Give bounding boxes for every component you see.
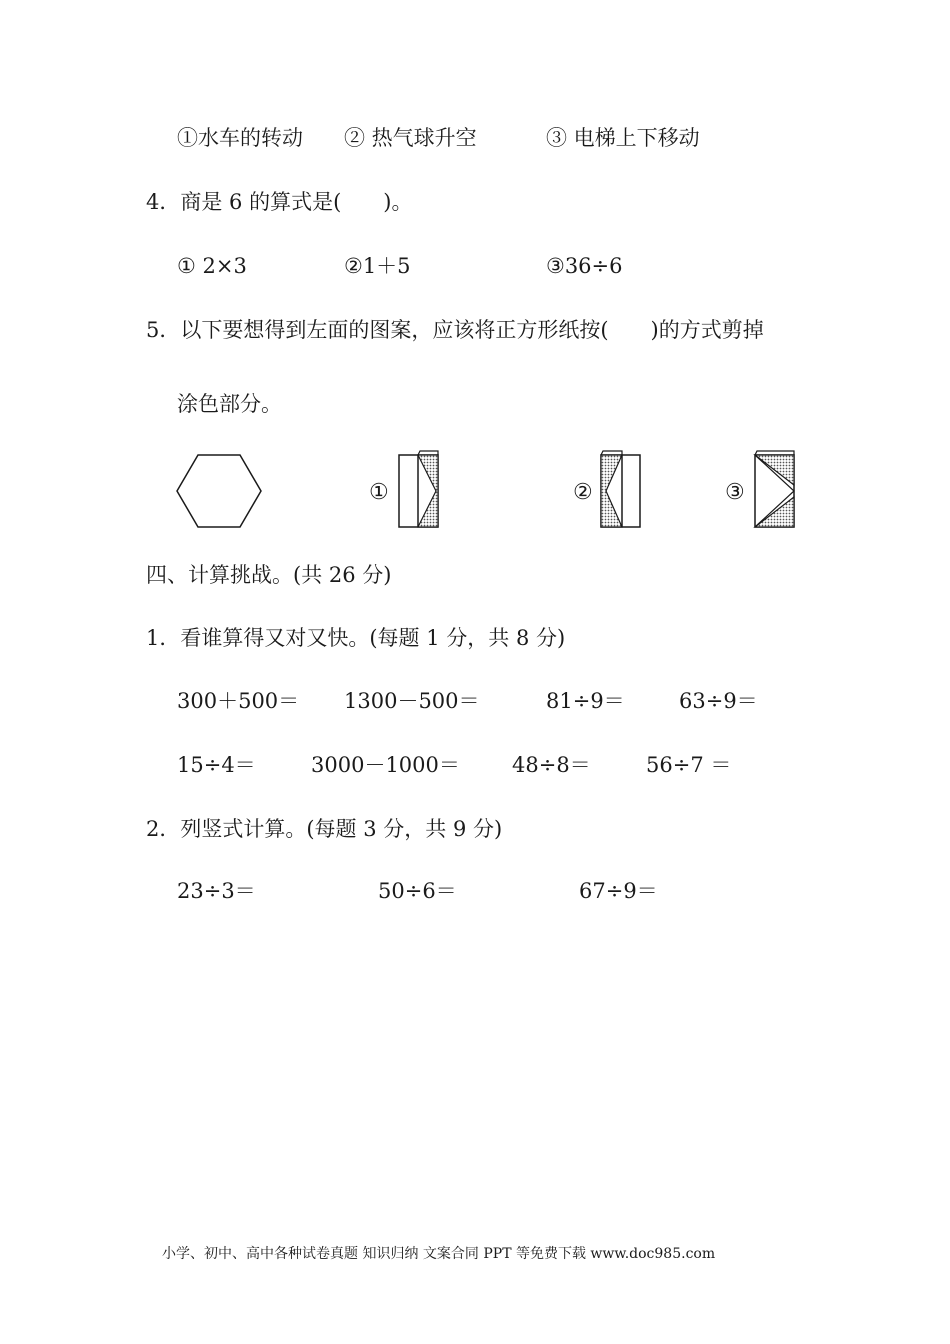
q3-option-3: ③ 电梯上下移动 — [546, 126, 700, 150]
hexagon-figure — [174, 451, 264, 531]
q5-stem-line2: 涂色部分。 — [177, 392, 282, 416]
q5-label-3: ③ — [725, 480, 745, 505]
calc-item: 56÷7 ＝ — [646, 753, 732, 777]
folded-paper-option-2 — [598, 449, 646, 531]
calc-item: 1300－500＝ — [344, 689, 480, 713]
q5-label-1: ① — [369, 480, 389, 505]
calc-item: 81÷9＝ — [546, 689, 625, 713]
calc-item: 15÷4＝ — [177, 753, 256, 777]
calc-item: 23÷3＝ — [177, 879, 256, 903]
section-4-q2-title: 2．列竖式计算。(每题 3 分，共 9 分) — [146, 817, 503, 841]
q3-option-1: ①水车的转动 — [177, 126, 303, 150]
folded-paper-option-1 — [396, 449, 444, 531]
q4-stem: 4．商是 6 的算式是( )。 — [146, 190, 413, 214]
folded-paper-option-3 — [752, 449, 800, 531]
section-4-title: 四、计算挑战。(共 26 分) — [146, 563, 392, 587]
q5-label-2: ② — [573, 480, 593, 505]
calc-item: 50÷6＝ — [378, 879, 457, 903]
calc-item: 48÷8＝ — [512, 753, 591, 777]
q3-option-2: ② 热气球升空 — [344, 126, 477, 150]
q5-stem-line1: 5．以下要想得到左面的图案，应该将正方形纸按( )的方式剪掉 — [146, 318, 764, 342]
calc-item: 3000－1000＝ — [311, 753, 460, 777]
q4-option-1: ① 2×3 — [177, 254, 247, 278]
calc-item: 67÷9＝ — [579, 879, 658, 903]
q4-option-3: ③36÷6 — [546, 254, 623, 278]
calc-item: 63÷9＝ — [679, 689, 758, 713]
q4-option-2: ②1＋5 — [344, 254, 411, 278]
footer-text: 小学、初中、高中各种试卷真题 知识归纳 文案合同 PPT 等免费下载 www.doc985.com — [162, 1246, 716, 1262]
calc-item: 300＋500＝ — [177, 689, 300, 713]
section-4-q1-title: 1．看谁算得又对又快。(每题 1 分，共 8 分) — [146, 626, 566, 650]
